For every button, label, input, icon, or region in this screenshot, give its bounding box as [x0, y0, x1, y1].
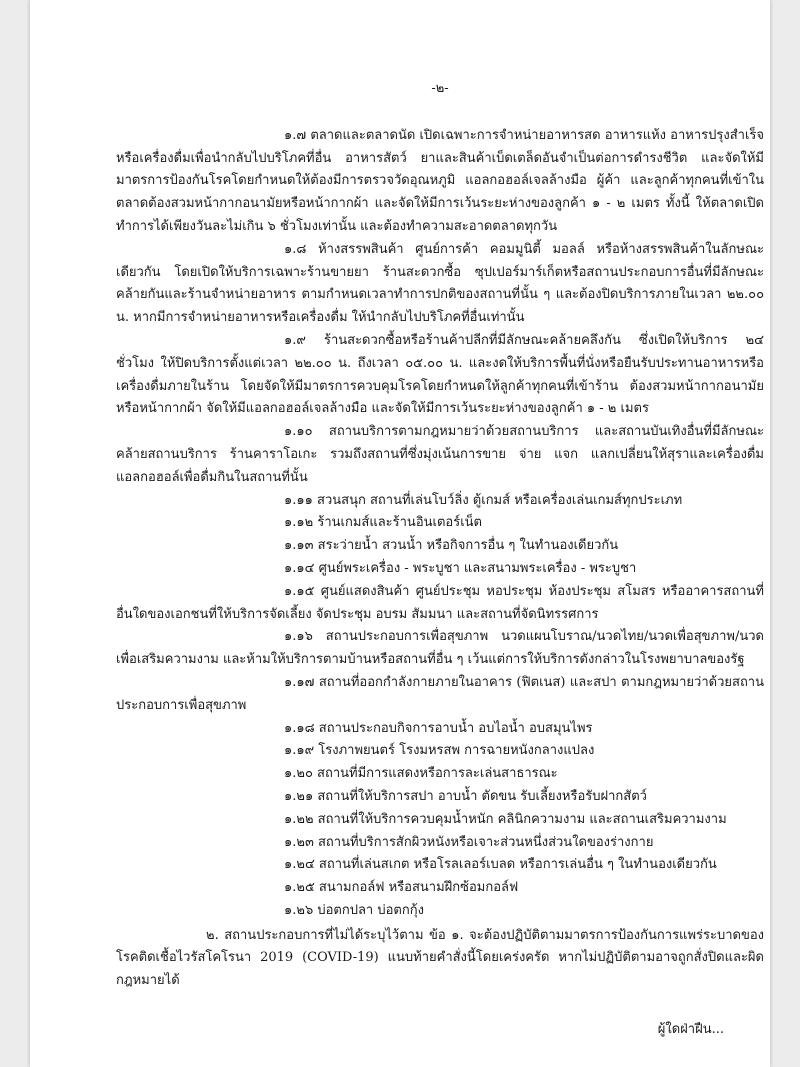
clause-1-23: ๑.๒๓ สถานที่บริการสักผิวหนังหรือเจาะส่วนหนึ่งส่วนใดของร่างกาย — [284, 834, 654, 850]
clause-1-20: ๑.๒๐ สถานที่มีการแสดงหรือการละเล่นสาธารณะ — [284, 766, 558, 782]
clause-1-10: ๑.๑๐ สถานบริการตามกฎหมายว่าด้วยสถานบริการ และสถานบันเทิงอื่นที่มีลักษณะคล้ายสถานบริการ ร้านคาราโอเกะ รวมถึงสถานที่ซึ่งมุ่งเน้นการขาย จ่าย แจก แลกเปลี่ยนให้สุราและเครื่องดื่มแอลกอฮอล์เพื่อดื่มกินในสถานที่นั้น — [116, 424, 764, 485]
clause-1-25: ๑.๒๕ สนามกอล์ฟ หรือสนามฝึกซ้อมกอล์ฟ — [284, 880, 519, 896]
clause-1-15: ๑.๑๕ ศูนย์แสดงสินค้า ศูนย์ประชุม หอประชุม ห้องประชุม สโมสร หรืออาคารสถานที่อื่นใดของเอกชนที่ให้บริการจัดเลี้ยง จัดประชุม อบรม สัมมนา และสถานที่จัดนิทรรศการ — [116, 583, 764, 622]
continuation-footer: ผู้ใดฝ่าฝืน... — [657, 1022, 724, 1037]
clause-1-8: ๑.๘ ห้างสรรพสินค้า ศูนย์การค้า คอมมูนิตี้ มอลล์ หรือห้างสรรพสินค้าในลักษณะเดียวกัน โดยเปิดให้บริการเฉพาะร้านขายยา ร้านสะดวกซื้อ ซุปเปอร์มาร์เก็ตหรือสถานประกอบการอื่นที่มีลักษณะคล้ายกันและร้านจำหน่ายอาหาร ตามกำหนดเวลาทำการปกติของสถานที่นั้น ๆ และต้องปิดบริการภายในเวลา ๒๒.๐๐ น. หากมีการจำหน่ายอาหารหรือเครื่องดื่ม ให้นำกลับไปบริโภคที่อื่นเท่านั้น — [116, 241, 764, 326]
document-page — [30, 0, 770, 1067]
clause-1-19: ๑.๑๙ โรงภาพยนตร์ โรงมหรสพ การฉายหนังกลางแปลง — [284, 743, 595, 759]
clause-1-17: ๑.๑๗ สถานที่ออกกำลังกายภายในอาคาร (ฟิตเนส) และสปา ตามกฎหมายว่าด้วยสถานประกอบการเพื่อสุขภาพ — [116, 674, 764, 713]
clause-1-13: ๑.๑๓ สระว่ายน้ำ สวนน้ำ หรือกิจการอื่น ๆ ในทำนองเดียวกัน — [284, 538, 619, 554]
clause-1-14: ๑.๑๔ ศูนย์พระเครื่อง - พระบูชา และสนามพระเครื่อง - พระบูชา — [284, 560, 637, 576]
clause-1-26: ๑.๒๖ บ่อตกปลา บ่อตกกุ้ง — [284, 902, 424, 918]
page-number: -๒- — [431, 81, 449, 96]
clause-1-18: ๑.๑๘ สถานประกอบกิจการอาบน้ำ อบไอน้ำ อบสมุนไพร — [284, 720, 593, 736]
document-body — [116, 78, 764, 993]
section-2: ๒. สถานประกอบการที่ไม่ได้ระบุไว้ตาม ข้อ ๑. จะต้องปฏิบัติตามมาตรการป้องกันการแพร่ระบาดของโรคติดเชื้อไวรัสโคโรนา 2019 (COVID-19) แนบท้ายคำสั่งนี้โดยเคร่งครัด หากไม่ปฏิบัติตามอาจถูกสั่งปิดและผิดกฎหมายได้ — [116, 927, 764, 989]
clause-1-9: ๑.๙ ร้านสะดวกซื้อหรือร้านค้าปลีกที่มีลักษณะคล้ายคลึงกัน ซึ่งเปิดให้บริการ ๒๔ ชั่วโมง ให้ปิดบริการตั้งแต่เวลา ๒๒.๐๐ น. ถึงเวลา ๐๕.๐๐ น. และงดให้บริการพื้นที่นั่งหรือยืนรับประทานอาหารหรือเครื่องดื่มภายในร้าน โดยจัดให้มีมาตรการควบคุมโรคโดยกำหนดให้ลูกค้าทุกคนที่เข้าร้าน ต้องสวมหน้ากากอนามัยหรือหน้ากากผ้า จัดให้มีแอลกอฮอล์เจลล้างมือ และจัดให้มีการเว้นระยะห่างของลูกค้า ๑ - ๒ เมตร — [116, 332, 764, 417]
clause-1-24: ๑.๒๔ สถานที่เล่นสเกต หรือโรลเลอร์เบลด หรือการเล่นอื่น ๆ ในทำนองเดียวกัน — [284, 857, 717, 873]
clause-1-12: ๑.๑๒ ร้านเกมส์และร้านอินเตอร์เน็ต — [284, 515, 482, 531]
clause-1-16: ๑.๑๖ สถานประกอบการเพื่อสุขภาพ นวดแผนโบราณ/นวดไทย/นวดเพื่อสุขภาพ/นวดเพื่อเสริมความงาม และห้ามให้บริการตามบ้านหรือสถานที่อื่น ๆ เว้นแต่การให้บริการดังกล่าวในโรงพยาบาลของรัฐ — [116, 629, 764, 668]
clause-1-21: ๑.๒๑ สถานที่ให้บริการสปา อาบน้ำ ตัดขน รับเลี้ยงหรือรับฝากสัตว์ — [284, 788, 647, 804]
clause-1-11: ๑.๑๑ สวนสนุก สถานที่เล่นโบว์ลิ่ง ตู้เกมส์ หรือเครื่องเล่นเกมส์ทุกประเภท — [284, 492, 683, 508]
clause-1-7: ๑.๗ ตลาดและตลาดนัด เปิดเฉพาะการจำหน่ายอาหารสด อาหารแห้ง อาหารปรุงสำเร็จหรือเครื่องดื่มเพื่อนำกลับไปบริโภคที่อื่น อาหารสัตว์ ยาและสินค้าเบ็ดเตล็ดอันจำเป็นต่อการดำรงชีวิต และจัดให้มีมาตรการป้องกันโรคโดยกำหนดให้ต้องมีการตรวจวัดอุณหภูมิ แอลกอฮอล์เจลล้างมือ ผู้ค้า และลูกค้าทุกคนที่เข้าในตลาดต้องสวมหน้ากากอนามัยหรือหน้ากากผ้า และจัดให้มีการเว้นระยะห่างของลูกค้า ๑ - ๒ เมตร ทั้งนี้ ให้ตลาดเปิดทำการได้เพียงวันละไม่เกิน ๖ ชั่วโมงเท่านั้น และต้องทำความสะอาดตลาดทุกวัน — [116, 127, 764, 234]
clause-1-22: ๑.๒๒ สถานที่ให้บริการควบคุมน้ำหนัก คลินิกความงาม และสถานเสริมความงาม — [284, 811, 727, 827]
